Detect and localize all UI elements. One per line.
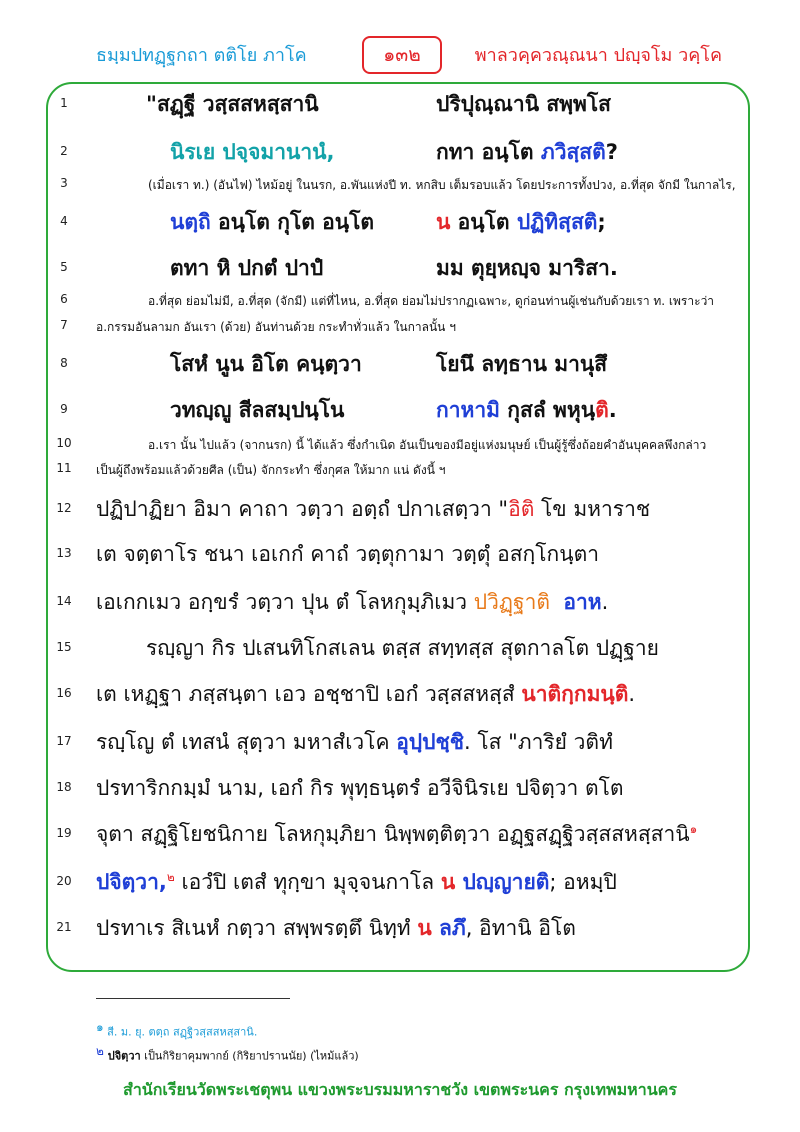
line-number: 19 <box>56 826 72 840</box>
line-number: 18 <box>56 780 72 794</box>
line-number: 9 <box>60 402 68 416</box>
line-number: 8 <box>60 356 68 370</box>
prose-line-19: จุตา สฏฺฐิโยชนิกาย โลหกุมฺภิยา นิพฺพตฺติตฺวา อฏฺฐสฏฺฐิวสฺสสหสฺสานิ$^๑$ <box>96 822 698 846</box>
verse-line-9b: กาหามิ กุสลํ พหุนฺติ. <box>436 398 617 422</box>
prose-line-14: เอเกกเมว อกฺขรํ วตฺวา ปุน ตํ โลหกุมฺภิเมว ปวิฏฺฐาติ อาห. <box>96 590 609 614</box>
page-footer: สำนักเรียนวัดพระเชตุพน แขวงพระบรมมหาราชวัง เขตพระนคร กรุงเทพมหานคร <box>123 1080 677 1099</box>
line-number: 17 <box>56 734 72 748</box>
line-number: 6 <box>60 292 68 306</box>
translation-line-6: อ.ที่สุด ย่อมไม่มี, อ.ที่สุด (จักมี) แต่ที่ไหน, อ.ที่สุด ย่อมไม่ปรากฏเฉพาะ, ดูก่อนท่านผู้เช่นกับด้วยเรา ท. เพราะว่า <box>148 294 715 308</box>
verse-line-5b: มม ตุยฺหญฺจ มาริสา. <box>436 256 618 280</box>
prose-line-13: เต จตฺตาโร ชนา เอเกกํ คาถํ วตฺตุกามา วตฺตุํ อสกฺโกนฺตา <box>96 542 600 566</box>
line-number: 21 <box>56 920 72 934</box>
verse-line-8a: โสหํ นูน อิโต คนฺตฺวา <box>170 352 362 376</box>
prose-line-16: เต เหฏฺฐา ภสฺสนฺตา เอว อชฺชาปิ เอกํ วสฺสสหสฺสํ นาติกฺกมนฺติ. <box>96 682 636 706</box>
prose-line-20: ปจิตฺวา,$^๒$ เอวํปิ เตสํ ทุกฺขา มุจฺจนกาโล น ปญฺญายติ; อหมฺปิ <box>96 870 617 894</box>
footnote-ref-2[interactable]: ๒ <box>166 870 175 884</box>
line-number: 16 <box>56 686 72 700</box>
verse-line-8b: โยนึ ลทฺธาน มานุสึ <box>436 352 608 376</box>
book-title: ธมฺมปทฏฺฐกถา ตติโย ภาโค <box>96 45 307 66</box>
line-number: 11 <box>56 461 72 475</box>
verse-line-2a: นิรเย ปจฺจมานานํ, <box>170 140 335 164</box>
prose-line-18: ปรทาริกกมฺมํ นาม, เอกํ กิร พุทฺธนฺตรํ อวีจินิรเย ปจิตฺวา ตโต <box>96 776 624 800</box>
verse-line-1b: ปริปุณฺณานิ สพฺพโส <box>436 92 611 116</box>
footnote-2: $^๒$ ปจิตฺวา เป็นกิริยาคุมพากย์ (กิริยาปรานนัย) (ไหม้แล้ว) <box>96 1044 359 1063</box>
line-number: 1 <box>60 96 68 110</box>
line-number: 15 <box>56 640 72 654</box>
translation-line-3: (เมื่อเรา ท.) (อันไฟ) ไหม้อยู่ ในนรก, อ.พันแห่งปี ท. หกสิบ เต็มรอบแล้ว โดยประการทั้งปวง, อ.ที่สุด จักมี ในกาลไร, <box>148 178 736 192</box>
footnote-ref-1[interactable]: ๑ <box>689 822 698 836</box>
chapter-title: พาลวคฺควณฺณนา ปญฺจโม วคฺโค <box>474 45 722 66</box>
line-number: 13 <box>56 546 72 560</box>
prose-line-12: ปฏิปาฏิยา อิมา คาถา วตฺวา อตฺถํ ปกาเสตฺวา "อิติ โข มหาราช <box>96 497 651 521</box>
verse-line-9a: วทญฺญู สีลสมฺปนฺโน <box>170 398 345 422</box>
line-number: 12 <box>56 501 72 515</box>
translation-line-10: อ.เรา นั้น ไปแล้ว (จากนรก) นี้ ได้แล้ว ซึ่งกำเนิด อันเป็นของมีอยู่แห่งมนุษย์ เป็นผู้รู้ซึ่งถ้อยคำอันบุคคลพึงกล่าว <box>148 438 707 452</box>
page-number: ๑๓๒ <box>362 36 442 74</box>
verse-line-4a: นตฺถิ อนฺโต กุโต อนฺโต <box>170 210 375 234</box>
verse-line-1a: "สฏฺฐี วสฺสสหสฺสานิ <box>146 92 319 116</box>
verse-line-4b: น อนฺโต ปฏิทิสฺสติ; <box>436 210 606 234</box>
prose-line-21: ปรทาเร สิเนหํ กตฺวา สพฺพรตฺตึ นิทฺทํ น ลภึ, อิทานิ อิโต <box>96 916 576 940</box>
footnote-divider <box>96 998 290 999</box>
prose-line-15: รญฺญา กิร ปเสนทิโกสเลน ตสฺส สทฺทสฺส สุตกาลโต ปฏฺฐาย <box>146 636 659 660</box>
line-number: 20 <box>56 874 72 888</box>
line-number: 4 <box>60 214 68 228</box>
verse-line-2b: กทา อนฺโต ภวิสฺสติ? <box>436 140 618 164</box>
line-number: 3 <box>60 176 68 190</box>
verse-line-5a: ตทา หิ ปกตํ ปาปํ <box>170 256 324 280</box>
line-number: 14 <box>56 594 72 608</box>
translation-line-7: อ.กรรมอันลามก อันเรา (ด้วย) อันท่านด้วย กระทำทั่วแล้ว ในกาลนั้น ฯ <box>96 320 456 334</box>
line-number: 7 <box>60 318 68 332</box>
translation-line-11: เป็นผู้ถึงพร้อมแล้วด้วยศีล (เป็น) จักกระทำ ซึ่งกุศล ให้มาก แน่ ดังนี้ ฯ <box>96 463 446 477</box>
line-number: 10 <box>56 436 72 450</box>
footnote-1: $^๑$ สี. ม. ยุ. ตตฺถ สฏฺฐิวสฺสสหสฺสานิ. <box>96 1020 258 1039</box>
line-number: 5 <box>60 260 68 274</box>
line-number: 2 <box>60 144 68 158</box>
prose-line-17: รญฺโญ ตํ เทสนํ สุตฺวา มหาสํเวโค อุปฺปชฺชิ. โส "ภาริยํ วติทํ <box>96 730 613 754</box>
